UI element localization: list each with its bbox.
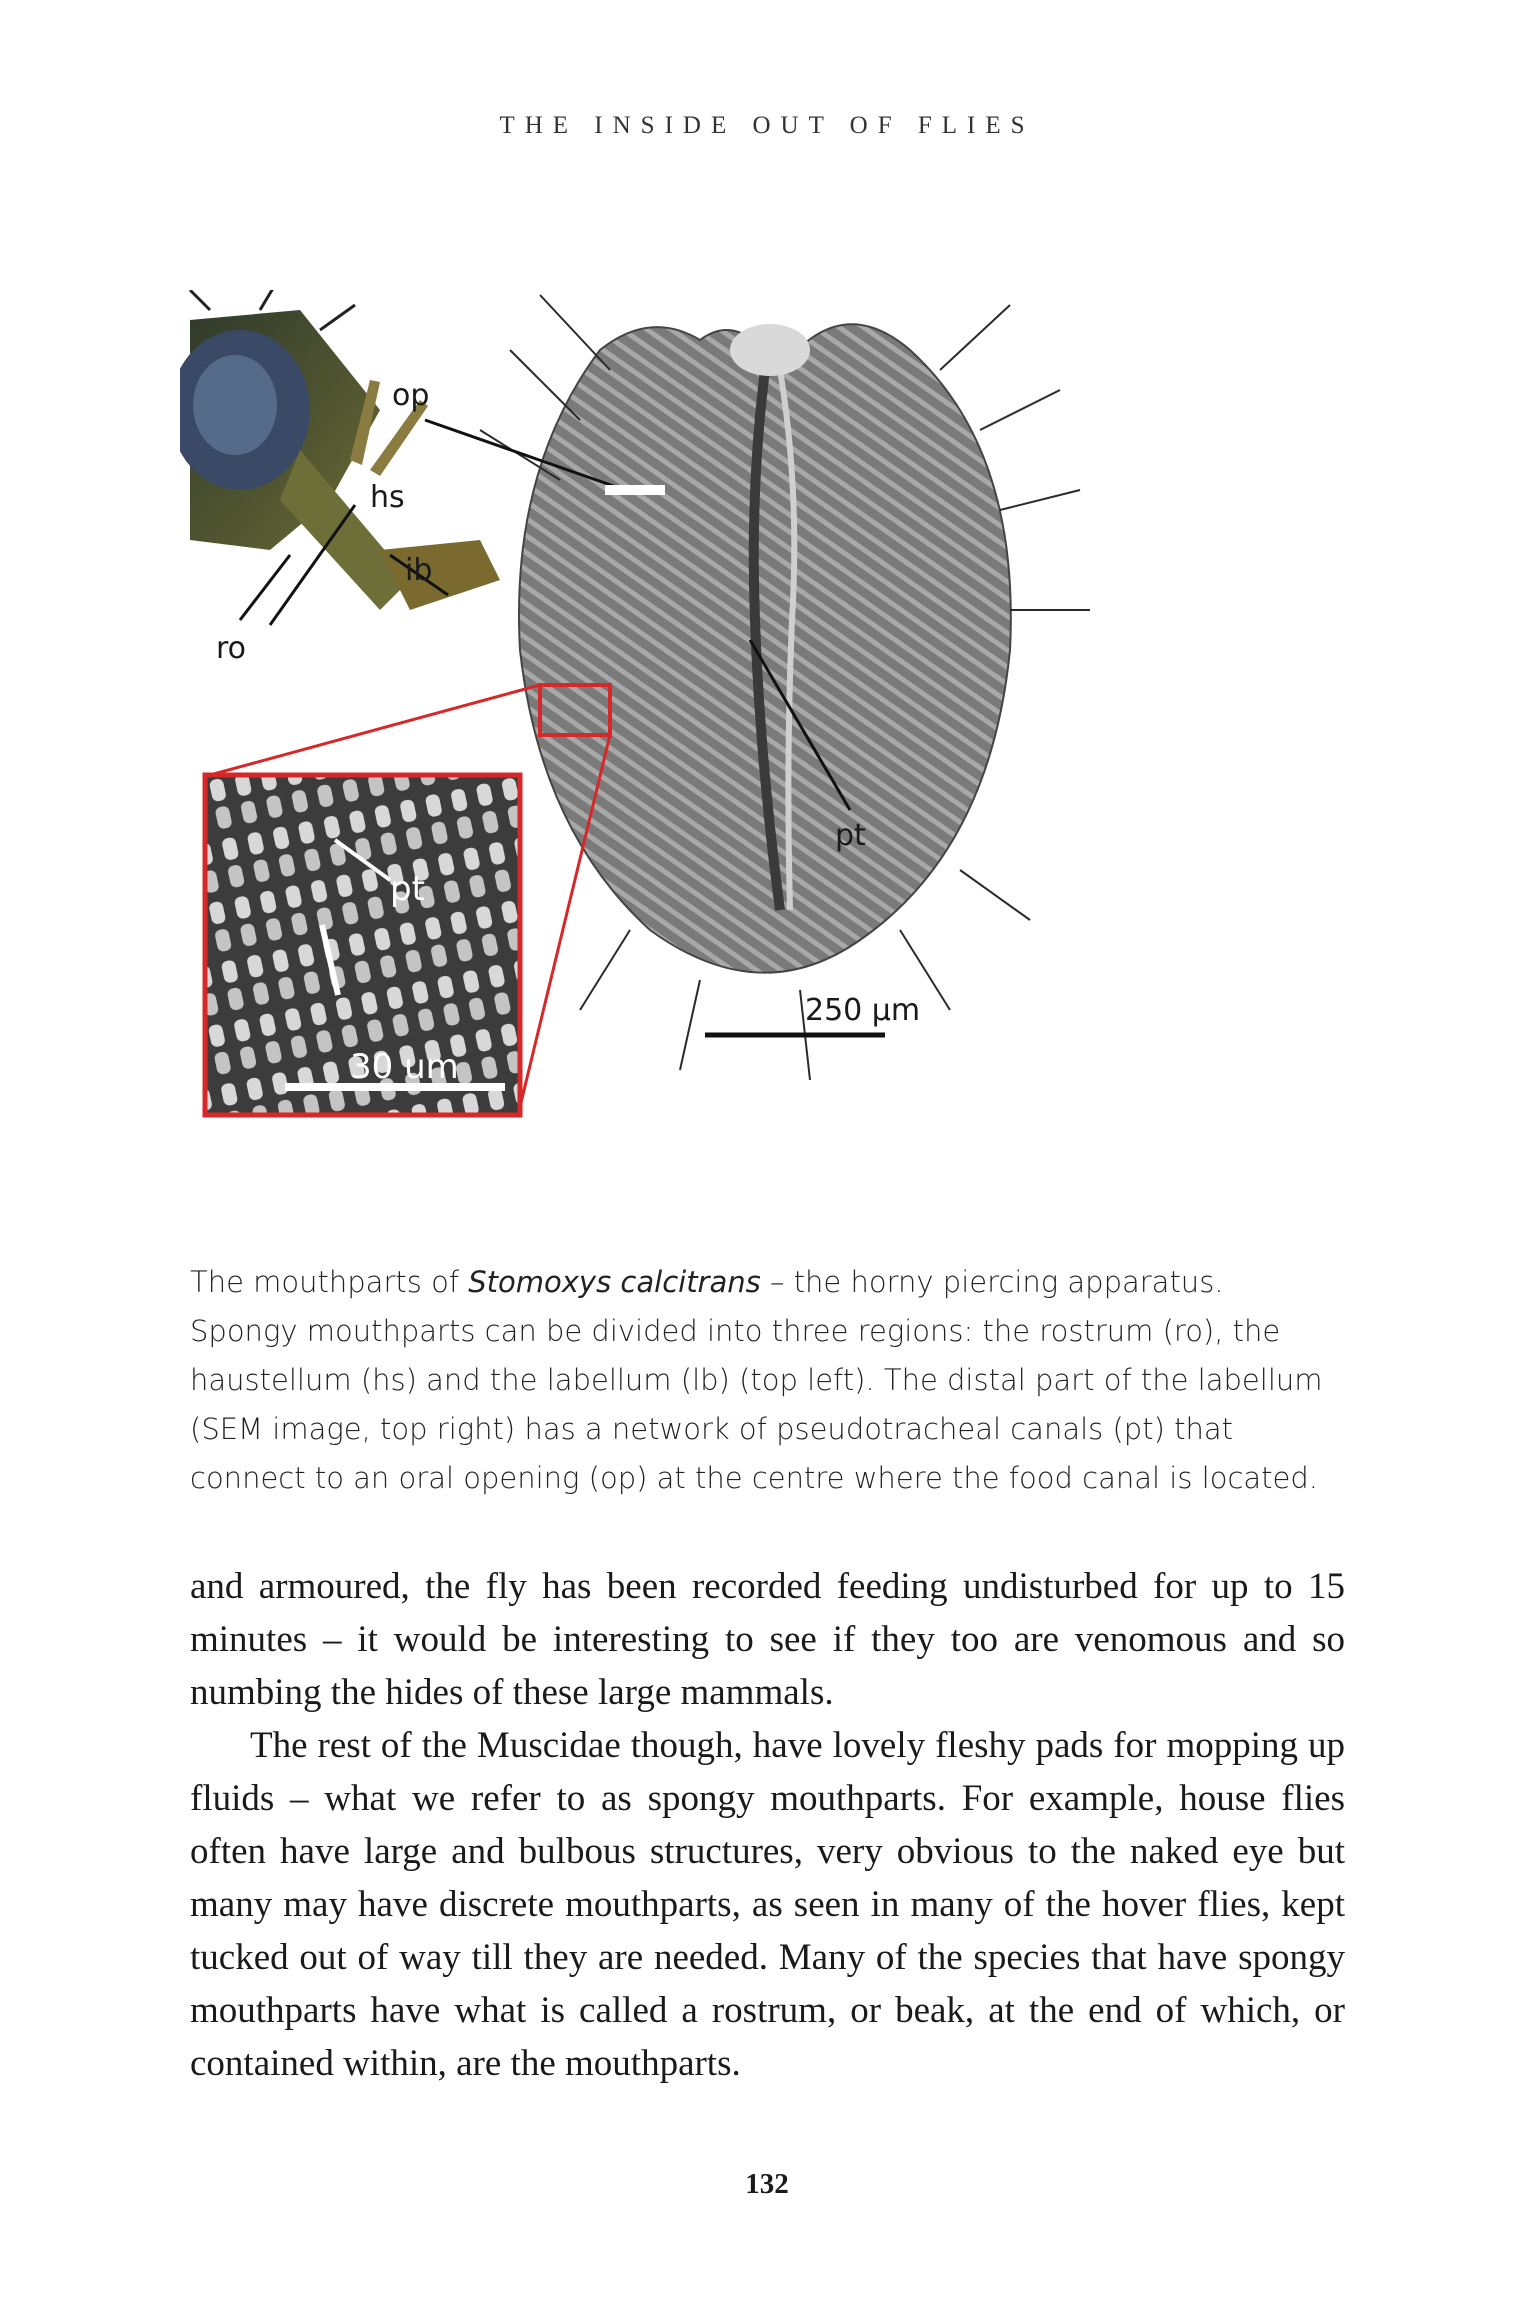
scale-bar-label: 250 µm [805,993,921,1028]
caption-species: Stomoxys calcitrans [468,1265,761,1299]
ro-leader-line [240,555,290,620]
op-marker [605,485,665,495]
ro-label: ro [216,631,247,666]
hs-label: hs [370,480,405,515]
paragraph-2: The rest of the Muscidae though, have lovely fleshy pads for mopping up fluids – what we refer to as spongy mouthparts. For example, house flies often have large and bulbous structures, very obvious to the naked eye but many may have discrete mouthparts, as seen in many of the hover flies, kept tucked out of way till they are needed. Many of the species that have spongy mouthparts have what is called a rostrum, or beak, at the end of which, or contained within, are the mouthparts. [190,1725,1345,2084]
fly-head-photo [180,290,500,610]
pt-label: pt [835,818,866,853]
body-text [190,1560,1345,2090]
labellum-sem-image [480,295,1090,1080]
caption-post: – the horny piercing apparatus. Spongy mouthparts can be divided into three regions: the rostrum (ro), the haustellum (hs) and the labellum (lb) (top left). The distal part of the labellum (SEM image, top right) has a network of pseudotracheal canals (pt) that connect to an oral opening (op) at the centre where the food canal is located. [190,1265,1323,1495]
inset-pt-label: pt [390,869,425,909]
figure-mouthparts [180,290,1360,1220]
running-head: THE INSIDE OUT OF FLIES [499,112,1035,139]
inset-scale-label: 30 um [350,1047,459,1087]
zoom-line-top [210,685,540,775]
paragraph-1: and armoured, the fly has been recorded feeding undisturbed for up to 15 minutes – it would be interesting to see if they too are venomous and so numbing the hides of these large mammals. [190,1566,1345,1713]
figure-caption [190,1258,1340,1503]
page-number: 132 [745,2168,789,2200]
figure-illustration [180,290,1360,1220]
inset-pseudotrachea [205,775,520,1115]
op-label: op [392,378,430,413]
caption-pre: The mouthparts of [190,1265,469,1299]
ib-label: ib [405,553,433,588]
